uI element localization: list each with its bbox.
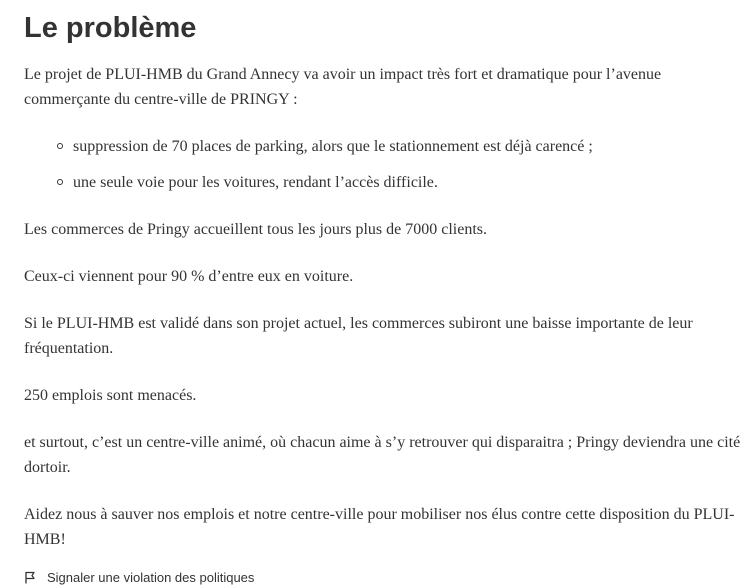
intro-paragraph: Le projet de PLUI-HMB du Grand Annecy va avoir un impact très fort et dramatique pour l’avenue commerçante du centre-ville de PRINGY : (24, 66, 662, 108)
body-paragraph: 250 emplois sont menacés. (24, 387, 197, 404)
body-paragraph: Ceux-ci viennent pour 90 % d’entre eux en voiture. (24, 268, 354, 285)
issue-list (24, 134, 746, 195)
section-title: Le problème (24, 12, 197, 44)
flag-icon (24, 571, 37, 584)
petition-content (24, 10, 746, 574)
body-paragraph: et surtout, c’est un centre-ville animé, où chacun aime à s’y retrouver qui disparaitra ; Pringy deviendra une cité dortoir. (24, 434, 741, 476)
list-item-text: une seule voie pour les voitures, rendant l’accès difficile. (73, 174, 438, 191)
circle-bullet-icon (57, 143, 63, 149)
body-paragraph: Aidez nous à sauver nos emplois et notre centre-ville pour mobiliser nos élus contre cette disposition du PLUI-HMB! (24, 506, 735, 548)
list-item (73, 134, 746, 159)
body-paragraph: Si le PLUI-HMB est validé dans son projet actuel, les commerces subiront une baisse importante de leur fréquentation. (24, 315, 693, 357)
circle-bullet-icon (57, 179, 63, 185)
report-link-label: Signaler une violation des politiques (47, 570, 255, 585)
list-item (73, 170, 746, 195)
list-item-text: suppression de 70 places de parking, alors que le stationnement est déjà carencé ; (73, 138, 593, 155)
body-paragraph: Les commerces de Pringy accueillent tous les jours plus de 7000 clients. (24, 221, 487, 238)
